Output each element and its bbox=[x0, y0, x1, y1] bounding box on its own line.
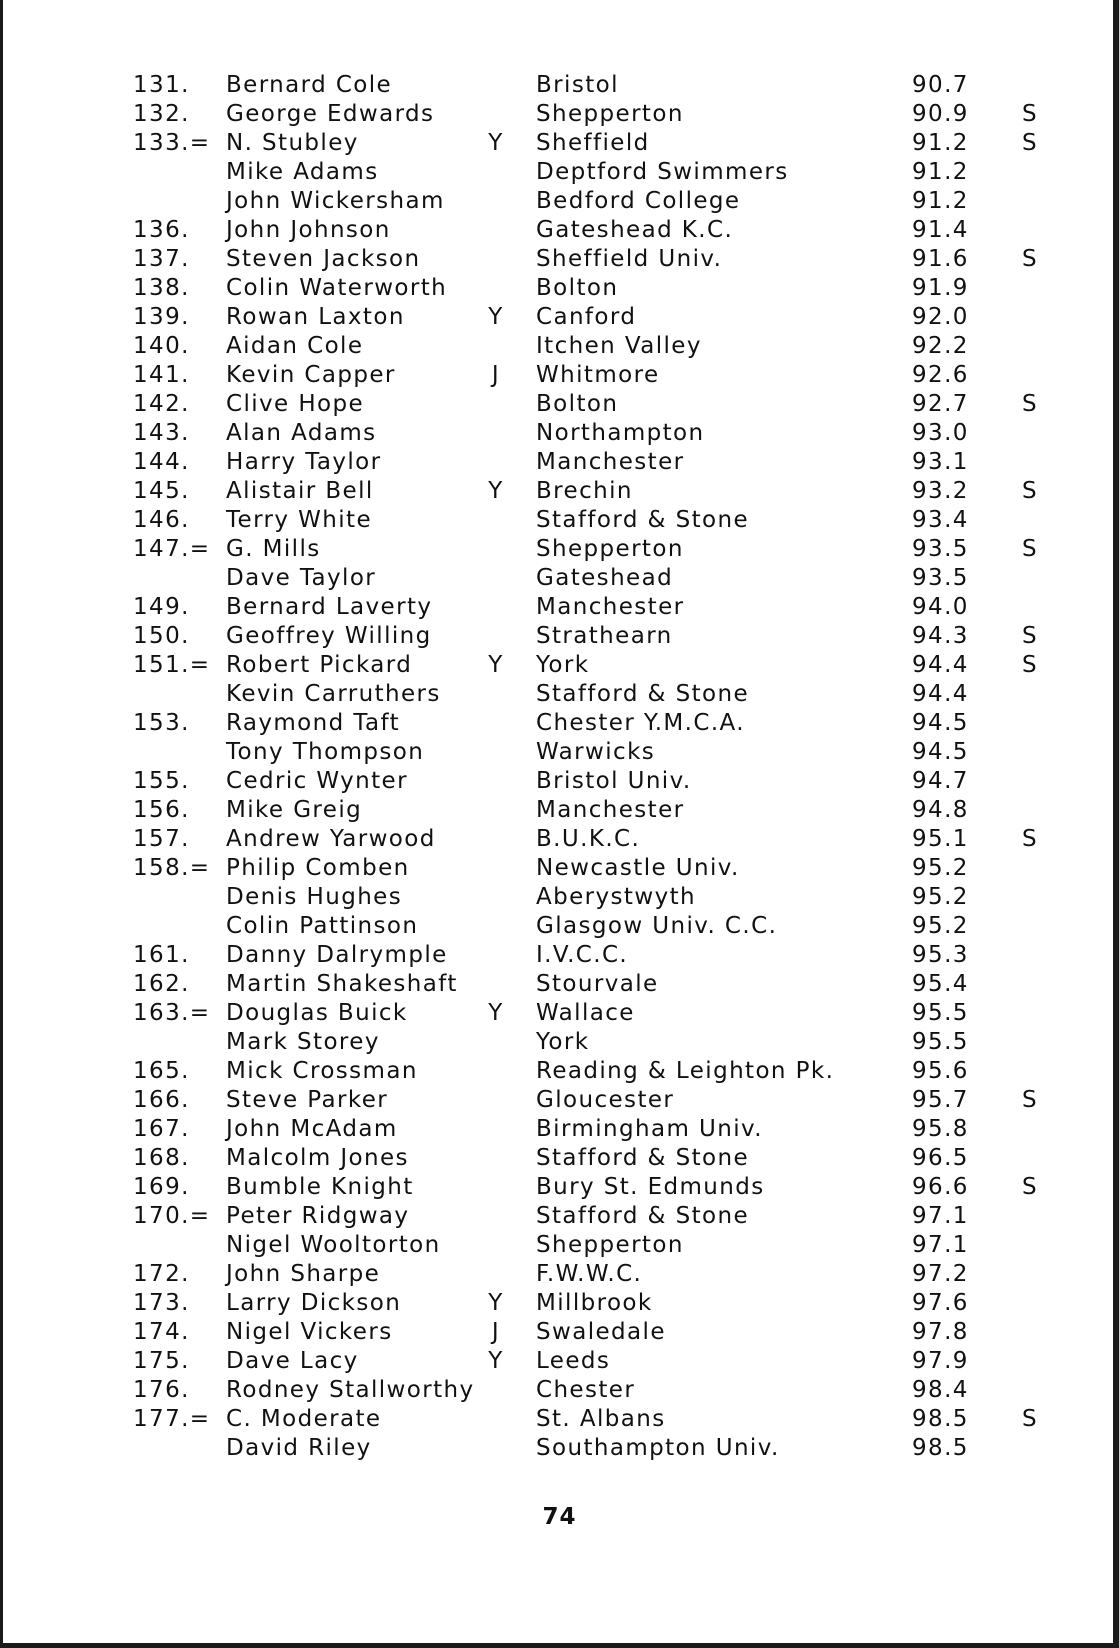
position: 158.= bbox=[133, 855, 211, 881]
result-time: 94.4 bbox=[912, 681, 969, 707]
flag-mark: S bbox=[1022, 652, 1038, 678]
result-row bbox=[0, 535, 1119, 564]
result-row bbox=[0, 448, 1119, 477]
result-row bbox=[0, 1231, 1119, 1260]
result-row bbox=[0, 796, 1119, 825]
competitor-name: John Sharpe bbox=[226, 1261, 381, 1287]
competitor-name: Rodney Stallworthy bbox=[226, 1377, 475, 1403]
result-row bbox=[0, 1086, 1119, 1115]
club-name: Bolton bbox=[536, 391, 619, 417]
result-row bbox=[0, 1289, 1119, 1318]
result-row bbox=[0, 100, 1119, 129]
result-row bbox=[0, 332, 1119, 361]
result-row bbox=[0, 709, 1119, 738]
club-name: Deptford Swimmers bbox=[536, 159, 789, 185]
result-time: 95.5 bbox=[912, 1029, 969, 1055]
position: 137. bbox=[133, 246, 190, 272]
position: 153. bbox=[133, 710, 190, 736]
result-time: 93.2 bbox=[912, 478, 969, 504]
position: 144. bbox=[133, 449, 190, 475]
club-name: Southampton Univ. bbox=[536, 1435, 780, 1461]
result-time: 94.7 bbox=[912, 768, 969, 794]
position: 172. bbox=[133, 1261, 190, 1287]
club-name: F.W.W.C. bbox=[536, 1261, 643, 1287]
club-name: Stafford & Stone bbox=[536, 1145, 750, 1171]
club-name: Shepperton bbox=[536, 536, 684, 562]
position: 157. bbox=[133, 826, 190, 852]
flag-mark: S bbox=[1022, 1174, 1038, 1200]
result-time: 93.5 bbox=[912, 536, 969, 562]
result-row bbox=[0, 912, 1119, 941]
result-time: 97.6 bbox=[912, 1290, 969, 1316]
flag-mark: S bbox=[1022, 1406, 1038, 1432]
competitor-name: C. Moderate bbox=[226, 1406, 382, 1432]
club-name: Northampton bbox=[536, 420, 705, 446]
club-name: Sheffield Univ. bbox=[536, 246, 723, 272]
results-list bbox=[0, 71, 1119, 1463]
position: 166. bbox=[133, 1087, 190, 1113]
club-name: York bbox=[536, 1029, 590, 1055]
club-name: Sheffield bbox=[536, 130, 650, 156]
flag-mark: S bbox=[1022, 478, 1038, 504]
category-mark: J bbox=[491, 362, 501, 388]
club-name: Whitmore bbox=[536, 362, 660, 388]
result-time: 94.3 bbox=[912, 623, 969, 649]
result-time: 91.2 bbox=[912, 130, 969, 156]
club-name: Stourvale bbox=[536, 971, 659, 997]
position: 146. bbox=[133, 507, 190, 533]
competitor-name: John McAdam bbox=[226, 1116, 398, 1142]
result-row bbox=[0, 1318, 1119, 1347]
result-time: 95.2 bbox=[912, 884, 969, 910]
club-name: Manchester bbox=[536, 594, 685, 620]
result-time: 92.6 bbox=[912, 362, 969, 388]
club-name: Shepperton bbox=[536, 1232, 684, 1258]
competitor-name: Larry Dickson bbox=[226, 1290, 402, 1316]
result-row bbox=[0, 1347, 1119, 1376]
position: 149. bbox=[133, 594, 190, 620]
club-name: Brechin bbox=[536, 478, 633, 504]
competitor-name: Douglas Buick bbox=[226, 1000, 408, 1026]
position: 131. bbox=[133, 72, 190, 98]
result-time: 98.4 bbox=[912, 1377, 969, 1403]
result-row bbox=[0, 1405, 1119, 1434]
result-time: 93.4 bbox=[912, 507, 969, 533]
result-row bbox=[0, 390, 1119, 419]
competitor-name: George Edwards bbox=[226, 101, 435, 127]
result-time: 98.5 bbox=[912, 1435, 969, 1461]
club-name: Millbrook bbox=[536, 1290, 653, 1316]
result-time: 97.9 bbox=[912, 1348, 969, 1374]
result-time: 97.8 bbox=[912, 1319, 969, 1345]
position: 143. bbox=[133, 420, 190, 446]
result-time: 91.4 bbox=[912, 217, 969, 243]
result-row bbox=[0, 1202, 1119, 1231]
flag-mark: S bbox=[1022, 536, 1038, 562]
competitor-name: Bumble Knight bbox=[226, 1174, 414, 1200]
club-name: Bristol bbox=[536, 72, 619, 98]
club-name: Aberystwyth bbox=[536, 884, 696, 910]
result-row bbox=[0, 970, 1119, 999]
competitor-name: G. Mills bbox=[226, 536, 321, 562]
competitor-name: Mick Crossman bbox=[226, 1058, 418, 1084]
competitor-name: Dave Taylor bbox=[226, 565, 377, 591]
position: 141. bbox=[133, 362, 190, 388]
club-name: Gateshead bbox=[536, 565, 674, 591]
competitor-name: Andrew Yarwood bbox=[226, 826, 436, 852]
club-name: Chester Y.M.C.A. bbox=[536, 710, 745, 736]
result-time: 95.2 bbox=[912, 855, 969, 881]
position: 176. bbox=[133, 1377, 190, 1403]
competitor-name: Malcolm Jones bbox=[226, 1145, 409, 1171]
flag-mark: S bbox=[1022, 623, 1038, 649]
club-name: Glasgow Univ. C.C. bbox=[536, 913, 778, 939]
competitor-name: Danny Dalrymple bbox=[226, 942, 448, 968]
result-time: 90.9 bbox=[912, 101, 969, 127]
competitor-name: Peter Ridgway bbox=[226, 1203, 410, 1229]
club-name: Swaledale bbox=[536, 1319, 666, 1345]
club-name: Strathearn bbox=[536, 623, 673, 649]
result-row bbox=[0, 1434, 1119, 1463]
result-row bbox=[0, 361, 1119, 390]
club-name: Warwicks bbox=[536, 739, 656, 765]
result-time: 93.5 bbox=[912, 565, 969, 591]
page-number: 74 bbox=[542, 1504, 577, 1530]
competitor-name: Tony Thompson bbox=[226, 739, 425, 765]
result-row bbox=[0, 593, 1119, 622]
competitor-name: Colin Waterworth bbox=[226, 275, 448, 301]
result-row bbox=[0, 1115, 1119, 1144]
result-time: 96.5 bbox=[912, 1145, 969, 1171]
position: 168. bbox=[133, 1145, 190, 1171]
result-time: 95.3 bbox=[912, 942, 969, 968]
position: 132. bbox=[133, 101, 190, 127]
club-name: Shepperton bbox=[536, 101, 684, 127]
result-time: 94.8 bbox=[912, 797, 969, 823]
result-time: 95.6 bbox=[912, 1058, 969, 1084]
club-name: Bedford College bbox=[536, 188, 741, 214]
club-name: Canford bbox=[536, 304, 637, 330]
club-name: Stafford & Stone bbox=[536, 1203, 750, 1229]
position: 145. bbox=[133, 478, 190, 504]
club-name: Birmingham Univ. bbox=[536, 1116, 763, 1142]
result-row bbox=[0, 854, 1119, 883]
club-name: Bolton bbox=[536, 275, 619, 301]
competitor-name: Kevin Capper bbox=[226, 362, 396, 388]
competitor-name: Bernard Laverty bbox=[226, 594, 433, 620]
club-name: Bristol Univ. bbox=[536, 768, 692, 794]
category-mark: J bbox=[491, 1319, 501, 1345]
competitor-name: Mike Greig bbox=[226, 797, 363, 823]
flag-mark: S bbox=[1022, 391, 1038, 417]
club-name: Reading & Leighton Pk. bbox=[536, 1058, 835, 1084]
club-name: St. Albans bbox=[536, 1406, 666, 1432]
result-time: 92.2 bbox=[912, 333, 969, 359]
result-time: 94.5 bbox=[912, 739, 969, 765]
club-name: Wallace bbox=[536, 1000, 635, 1026]
competitor-name: Mike Adams bbox=[226, 159, 379, 185]
position: 136. bbox=[133, 217, 190, 243]
category-mark: Y bbox=[488, 304, 504, 330]
competitor-name: Martin Shakeshaft bbox=[226, 971, 458, 997]
competitor-name: Clive Hope bbox=[226, 391, 365, 417]
position: 142. bbox=[133, 391, 190, 417]
position: 167. bbox=[133, 1116, 190, 1142]
competitor-name: Alan Adams bbox=[226, 420, 377, 446]
club-name: Itchen Valley bbox=[536, 333, 702, 359]
club-name: Gloucester bbox=[536, 1087, 675, 1113]
result-time: 92.0 bbox=[912, 304, 969, 330]
competitor-name: Cedric Wynter bbox=[226, 768, 408, 794]
result-time: 97.1 bbox=[912, 1203, 969, 1229]
result-row bbox=[0, 71, 1119, 100]
flag-mark: S bbox=[1022, 246, 1038, 272]
competitor-name: John Wickersham bbox=[226, 188, 445, 214]
club-name: York bbox=[536, 652, 590, 678]
position: 155. bbox=[133, 768, 190, 794]
result-time: 94.4 bbox=[912, 652, 969, 678]
result-time: 96.6 bbox=[912, 1174, 969, 1200]
result-time: 95.7 bbox=[912, 1087, 969, 1113]
result-row bbox=[0, 1028, 1119, 1057]
flag-mark: S bbox=[1022, 101, 1038, 127]
position: 177.= bbox=[133, 1406, 211, 1432]
position: 174. bbox=[133, 1319, 190, 1345]
competitor-name: Mark Storey bbox=[226, 1029, 380, 1055]
category-mark: Y bbox=[488, 1290, 504, 1316]
result-row bbox=[0, 158, 1119, 187]
result-row bbox=[0, 651, 1119, 680]
result-time: 95.4 bbox=[912, 971, 969, 997]
result-time: 95.1 bbox=[912, 826, 969, 852]
position: 175. bbox=[133, 1348, 190, 1374]
competitor-name: Dave Lacy bbox=[226, 1348, 359, 1374]
result-row bbox=[0, 187, 1119, 216]
result-time: 97.1 bbox=[912, 1232, 969, 1258]
competitor-name: Nigel Wooltorton bbox=[226, 1232, 441, 1258]
result-row bbox=[0, 767, 1119, 796]
result-row bbox=[0, 883, 1119, 912]
result-time: 93.0 bbox=[912, 420, 969, 446]
result-row bbox=[0, 825, 1119, 854]
result-row bbox=[0, 1057, 1119, 1086]
result-row bbox=[0, 622, 1119, 651]
result-row bbox=[0, 1376, 1119, 1405]
position: 169. bbox=[133, 1174, 190, 1200]
result-time: 92.7 bbox=[912, 391, 969, 417]
category-mark: Y bbox=[488, 652, 504, 678]
result-row bbox=[0, 564, 1119, 593]
position: 151.= bbox=[133, 652, 211, 678]
competitor-name: John Johnson bbox=[226, 217, 391, 243]
club-name: I.V.C.C. bbox=[536, 942, 629, 968]
result-row bbox=[0, 1144, 1119, 1173]
flag-mark: S bbox=[1022, 1087, 1038, 1113]
competitor-name: Nigel Vickers bbox=[226, 1319, 393, 1345]
competitor-name: Kevin Carruthers bbox=[226, 681, 441, 707]
club-name: Chester bbox=[536, 1377, 636, 1403]
result-row bbox=[0, 477, 1119, 506]
competitor-name: Harry Taylor bbox=[226, 449, 382, 475]
result-row bbox=[0, 1260, 1119, 1289]
flag-mark: S bbox=[1022, 130, 1038, 156]
result-time: 94.5 bbox=[912, 710, 969, 736]
result-row bbox=[0, 506, 1119, 535]
result-row bbox=[0, 274, 1119, 303]
competitor-name: Aidan Cole bbox=[226, 333, 364, 359]
result-row bbox=[0, 680, 1119, 709]
competitor-name: Raymond Taft bbox=[226, 710, 400, 736]
category-mark: Y bbox=[488, 1348, 504, 1374]
position: 150. bbox=[133, 623, 190, 649]
result-time: 91.2 bbox=[912, 188, 969, 214]
result-time: 95.8 bbox=[912, 1116, 969, 1142]
position: 156. bbox=[133, 797, 190, 823]
club-name: Stafford & Stone bbox=[536, 681, 750, 707]
club-name: Bury St. Edmunds bbox=[536, 1174, 765, 1200]
position: 161. bbox=[133, 942, 190, 968]
position: 147.= bbox=[133, 536, 211, 562]
result-time: 97.2 bbox=[912, 1261, 969, 1287]
club-name: Manchester bbox=[536, 797, 685, 823]
competitor-name: Steve Parker bbox=[226, 1087, 389, 1113]
club-name: Stafford & Stone bbox=[536, 507, 750, 533]
position: 133.= bbox=[133, 130, 211, 156]
competitor-name: Colin Pattinson bbox=[226, 913, 419, 939]
result-time: 94.0 bbox=[912, 594, 969, 620]
category-mark: Y bbox=[488, 130, 504, 156]
competitor-name: Philip Comben bbox=[226, 855, 410, 881]
result-row bbox=[0, 216, 1119, 245]
result-time: 91.2 bbox=[912, 159, 969, 185]
competitor-name: Bernard Cole bbox=[226, 72, 393, 98]
position: 165. bbox=[133, 1058, 190, 1084]
result-time: 95.2 bbox=[912, 913, 969, 939]
position: 170.= bbox=[133, 1203, 211, 1229]
club-name: Leeds bbox=[536, 1348, 611, 1374]
competitor-name: Geoffrey Willing bbox=[226, 623, 432, 649]
club-name: Newcastle Univ. bbox=[536, 855, 740, 881]
result-row bbox=[0, 129, 1119, 158]
result-time: 98.5 bbox=[912, 1406, 969, 1432]
result-row bbox=[0, 941, 1119, 970]
position: 139. bbox=[133, 304, 190, 330]
result-row bbox=[0, 245, 1119, 274]
competitor-name: Terry White bbox=[226, 507, 372, 533]
result-time: 93.1 bbox=[912, 449, 969, 475]
competitor-name: Denis Hughes bbox=[226, 884, 403, 910]
competitor-name: Robert Pickard bbox=[226, 652, 413, 678]
page-edge-bottom bbox=[0, 1643, 1119, 1648]
competitor-name: David Riley bbox=[226, 1435, 372, 1461]
position: 173. bbox=[133, 1290, 190, 1316]
result-time: 91.6 bbox=[912, 246, 969, 272]
flag-mark: S bbox=[1022, 826, 1038, 852]
position: 140. bbox=[133, 333, 190, 359]
club-name: B.U.K.C. bbox=[536, 826, 641, 852]
result-time: 91.9 bbox=[912, 275, 969, 301]
position: 163.= bbox=[133, 1000, 211, 1026]
competitor-name: Steven Jackson bbox=[226, 246, 421, 272]
club-name: Gateshead K.C. bbox=[536, 217, 734, 243]
result-row bbox=[0, 303, 1119, 332]
result-time: 90.7 bbox=[912, 72, 969, 98]
competitor-name: N. Stubley bbox=[226, 130, 359, 156]
result-row bbox=[0, 1173, 1119, 1202]
category-mark: Y bbox=[488, 478, 504, 504]
competitor-name: Alistair Bell bbox=[226, 478, 374, 504]
result-row bbox=[0, 738, 1119, 767]
category-mark: Y bbox=[488, 1000, 504, 1026]
result-row bbox=[0, 419, 1119, 448]
result-row bbox=[0, 999, 1119, 1028]
position: 162. bbox=[133, 971, 190, 997]
position: 138. bbox=[133, 275, 190, 301]
club-name: Manchester bbox=[536, 449, 685, 475]
result-time: 95.5 bbox=[912, 1000, 969, 1026]
competitor-name: Rowan Laxton bbox=[226, 304, 405, 330]
